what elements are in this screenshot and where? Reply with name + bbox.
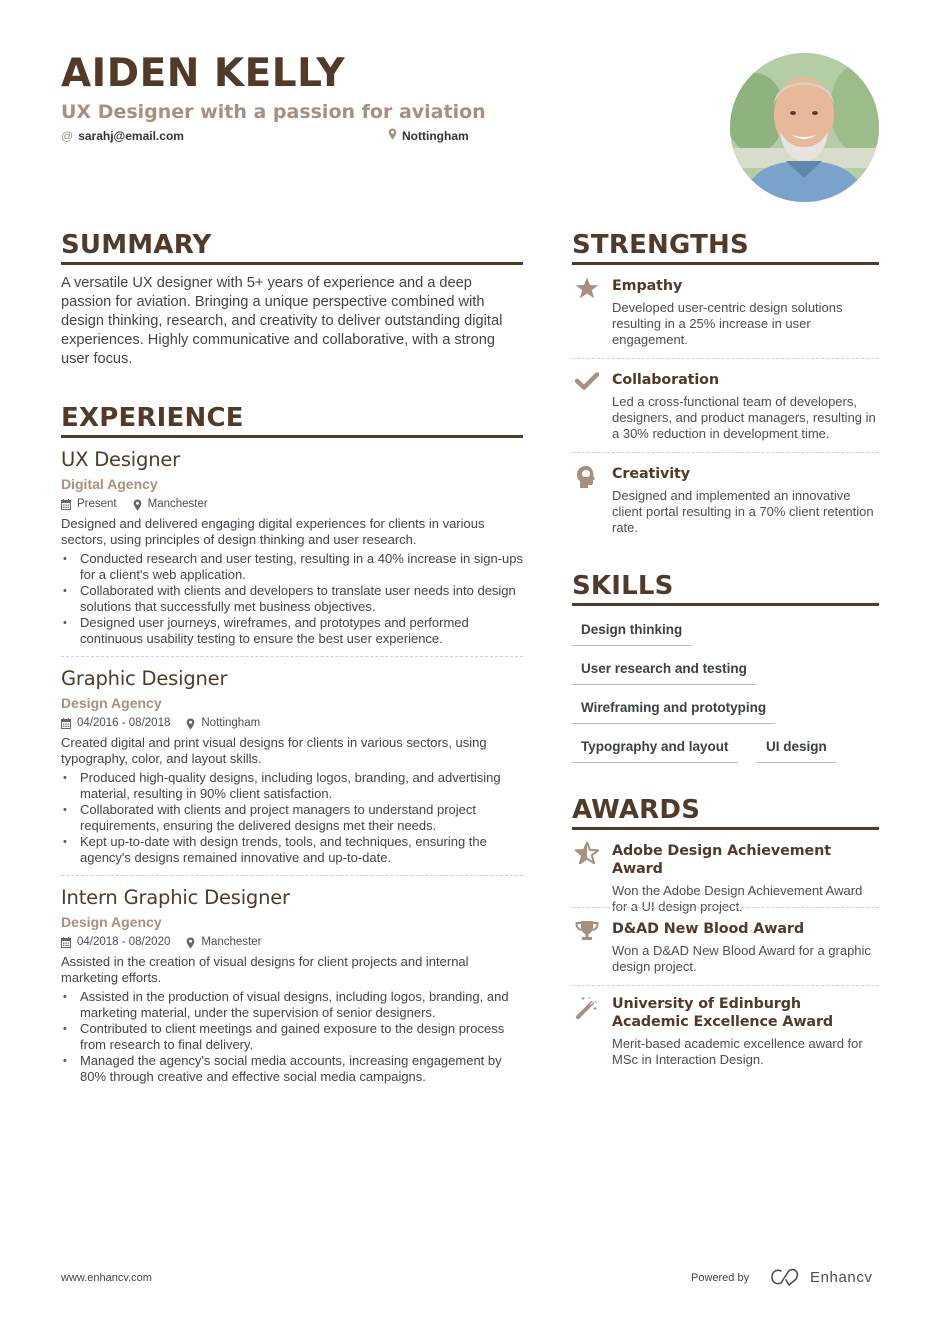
divider (61, 875, 523, 876)
job-meta (61, 496, 523, 513)
job-bullets (61, 770, 523, 866)
enhancv-logo-icon (770, 1268, 802, 1286)
portrait-illustration (730, 53, 879, 202)
at-icon: @ (61, 129, 74, 143)
divider (572, 985, 879, 986)
checkmark-icon (575, 371, 599, 395)
half-star-icon (575, 842, 599, 866)
job-meta (61, 715, 523, 732)
job-company: Design Agency (61, 695, 162, 711)
job-location: Manchester (133, 496, 208, 513)
job-bullet: • Contributed to client meetings and gained exposure to the design process from research to final delivery. (61, 1021, 523, 1053)
section-rule (572, 262, 879, 265)
job-location: Nottingham (186, 715, 260, 732)
job-bullets (61, 551, 523, 647)
section-title-awards: AWARDS (572, 795, 701, 825)
calendar-icon (61, 718, 71, 729)
job-description: Assisted in the creation of visual designs for client projects and internal marketing efforts. (61, 954, 469, 985)
location-pin-icon (388, 128, 397, 144)
section-rule (572, 827, 879, 830)
strength-item: Collaboration Led a cross-functional team of developers, designers, and product managers, resulting in a 30% reduction in development time. (572, 371, 879, 442)
job-bullet: • Produced high-quality designs, including logos, branding, and advertising material, resulting in 90% client satisfaction. (61, 770, 523, 802)
trophy-icon (575, 920, 599, 944)
job-bullets (61, 989, 523, 1085)
star-icon (575, 277, 599, 301)
job-bullet: • Kept up-to-date with design trends, tools, and techniques, ensuring the agency's designs remained innovative and up-to-date. (61, 834, 523, 866)
job-bullet: • Collaborated with clients and developers to translate user needs into design solutions that successfully met business objectives. (61, 583, 523, 615)
award-item: University of Edinburgh Academic Excellence Award Merit-based academic excellence award for MSc in Interaction Design. (572, 995, 879, 1068)
experience-entry (61, 885, 523, 1085)
strength-item: Empathy Developed user-centric design solutions resulting in a 25% increase in user engagement. (572, 277, 879, 348)
candidate-name: AIDEN KELLY (61, 51, 346, 96)
section-rule (61, 435, 523, 438)
job-location: Manchester (186, 934, 261, 951)
experience-entry (61, 666, 523, 866)
section-title-skills: SKILLS (572, 571, 674, 601)
job-description: Designed and delivered engaging digital experiences for clients in various sectors, using principles of design thinking and user research. (61, 516, 485, 547)
section-title-strengths: STRENGTHS (572, 230, 749, 260)
divider (572, 358, 879, 359)
head-brain-icon (575, 465, 599, 489)
skill-tag: User research and testing (572, 660, 756, 685)
profile-photo (730, 53, 879, 202)
job-bullet: • Conducted research and user testing, resulting in a 40% increase in sign-ups for a client's web application. (61, 551, 523, 583)
award-item: Adobe Design Achievement Award Won the Adobe Design Achievement Award for a UI design project. (572, 842, 879, 915)
skill-tag: Typography and layout (572, 738, 738, 763)
email-text: sarahj@email.com (78, 129, 184, 143)
location-text: Nottingham (402, 129, 469, 143)
experience-entry (61, 447, 523, 647)
contact-location (388, 128, 469, 144)
job-bullet: • Collaborated with clients and project managers to understand project requirements, ensuring the delivered designs met their needs. (61, 802, 523, 834)
job-description: Created digital and print visual designs for clients in various sectors, using typography, color, and layout skills. (61, 735, 487, 766)
contact-email[interactable] (61, 128, 184, 144)
job-bullet: • Designed user journeys, wireframes, and prototypes and performed continuous usability testing to ensure the best user experience. (61, 615, 523, 647)
footer-url-link[interactable]: www.enhancv.com (61, 1272, 152, 1284)
skill-tag: Design thinking (572, 621, 691, 646)
award-item: D&AD New Blood Award Won a D&AD New Blood Award for a graphic design project. (572, 920, 879, 975)
divider (572, 907, 879, 908)
job-title: Intern Graphic Designer (61, 886, 290, 909)
section-title-summary: SUMMARY (61, 230, 212, 260)
job-dates: 04/2018 - 08/2020 (61, 934, 170, 951)
enhancv-logo[interactable] (770, 1268, 873, 1286)
job-title: UX Designer (61, 448, 180, 471)
location-pin-icon (186, 937, 195, 949)
skill-tag: UI design (757, 738, 836, 763)
candidate-tagline: UX Designer with a passion for aviation (61, 101, 486, 123)
divider (61, 656, 523, 657)
job-bullet: • Assisted in the production of visual designs, including logos, branding, and marketing material, under the supervision of senior designers. (61, 989, 523, 1021)
location-pin-icon (186, 718, 195, 730)
section-rule (61, 262, 523, 265)
job-meta (61, 934, 523, 951)
job-bullet: • Managed the agency's social media accounts, increasing engagement by 80% through creative and effective social media campaigns. (61, 1053, 523, 1085)
job-company: Design Agency (61, 914, 162, 930)
summary-text: A versatile UX designer with 5+ years of experience and a deep passion for aviation. Bringing a unique perspective combined with design thinking, research, and creativity to deliver outstanding digital experiences. Highly communicative and collaborative, with a strong user focus. (61, 275, 503, 367)
powered-by-label: Powered by (691, 1272, 750, 1284)
strength-item: Creativity Designed and implemented an innovative client portal resulting in a 70% client retention rate. (572, 465, 879, 536)
location-pin-icon (133, 499, 142, 511)
magic-wand-icon (575, 995, 599, 1019)
enhancv-brand-text: Enhancv (810, 1268, 873, 1286)
skill-tag: Wireframing and prototyping (572, 699, 775, 724)
calendar-icon (61, 937, 71, 948)
calendar-icon (61, 499, 71, 510)
job-dates: 04/2016 - 08/2018 (61, 715, 170, 732)
job-title: Graphic Designer (61, 667, 228, 690)
section-rule (572, 603, 879, 606)
job-dates: Present (61, 496, 117, 513)
section-title-experience: EXPERIENCE (61, 403, 244, 433)
job-company: Digital Agency (61, 476, 158, 492)
divider (572, 452, 879, 453)
